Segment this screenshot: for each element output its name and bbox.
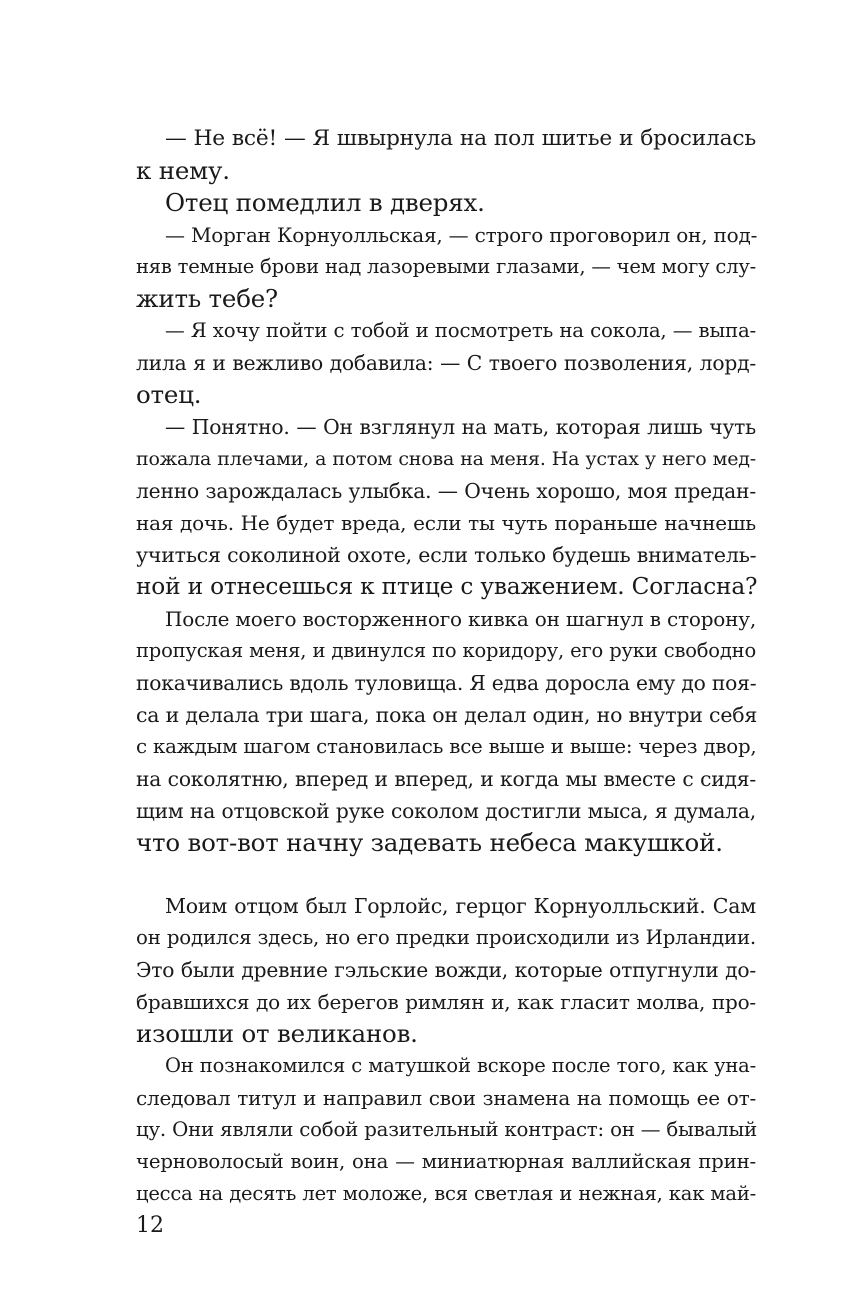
text-line: на соколятню, вперед и вперед, и когда мы вместе с сидя- [136, 767, 756, 791]
text-line: Моим отцом был Горлойс, герцог Корнуолльский. Сам [165, 894, 756, 918]
text-line: к нему. [136, 156, 230, 185]
text-line: он родился здесь, но его предки происходили из Ирландии. [136, 926, 756, 949]
text-line: са и делала три шага, пока он делал один, но внутри себя [136, 703, 758, 727]
text-line: пропуская меня, и двинулся по коридору, его руки свободно [136, 639, 756, 662]
text-line: — Не всё! — Я швырнула на пол шитье и бросилась [165, 126, 756, 151]
text-line: следовал титул и направил свои знамена на помощь ее от- [136, 1086, 756, 1110]
text-line: изошли от великанов. [136, 1019, 418, 1048]
text-line: ная дочь. Не будет вреда, если ты чуть пораньше начнешь [136, 511, 756, 535]
text-line: лила я и вежливо добавила: — С твоего позволения, лорд- [136, 351, 756, 375]
text-line: учиться соколиной охоте, если только будешь вниматель- [136, 543, 757, 567]
text-line: — Понятно. — Он взглянул на мать, которая лишь чуть [165, 415, 756, 439]
text-line: щим на отцовской руке соколом достигли мыса, я думала, [136, 799, 756, 823]
text-line: цесса на десять лет моложе, вся светлая и нежная, как май- [136, 1182, 756, 1205]
text-line: няв темные брови над лазоревыми глазами, — чем могу слу- [136, 255, 756, 278]
text-line: ной и отнесешься к птице с уважением. Согласна? [136, 573, 758, 600]
text-line: черноволосый воин, она — миниатюрная валлийская прин- [136, 1150, 756, 1173]
text-line: покачивались вдоль туловища. Я едва доросла ему до поя- [136, 671, 757, 695]
text-line: — Я хочу пойти с тобой и посмотреть на сокола, — выпа- [165, 319, 756, 342]
text-line: — Морган Корнуолльская, — строго проговорил он, под- [165, 223, 758, 247]
text-line: отец. [136, 380, 202, 409]
text-line: цу. Они являли собой разительный контраст: он — бывалый [136, 1118, 757, 1141]
text-line: Он познакомился с матушкой вскоре после того, как уна- [165, 1054, 756, 1077]
text-line: ленно зарождалась улыбка. — Очень хорошо, моя предан- [136, 479, 756, 503]
text-line: с каждым шагом становилась все выше и выше: через двор, [136, 735, 757, 758]
text-line: пожала плечами, а потом снова на меня. На устах у него мед- [136, 448, 756, 470]
text-line: что вот-вот начну задевать небеса макушкой. [136, 828, 723, 857]
text-line: жить тебе? [136, 284, 278, 313]
text-line: Отец помедлил в дверях. [165, 188, 485, 217]
page-number: 12 [136, 1213, 164, 1238]
text-line: Это были древние гэльские вожди, которые отпугнули до- [136, 958, 756, 982]
text-line: бравшихся до их берегов римлян и, как гласит молва, про- [136, 990, 756, 1014]
text-line: После моего восторженного кивка он шагнул в сторону, [165, 607, 756, 631]
